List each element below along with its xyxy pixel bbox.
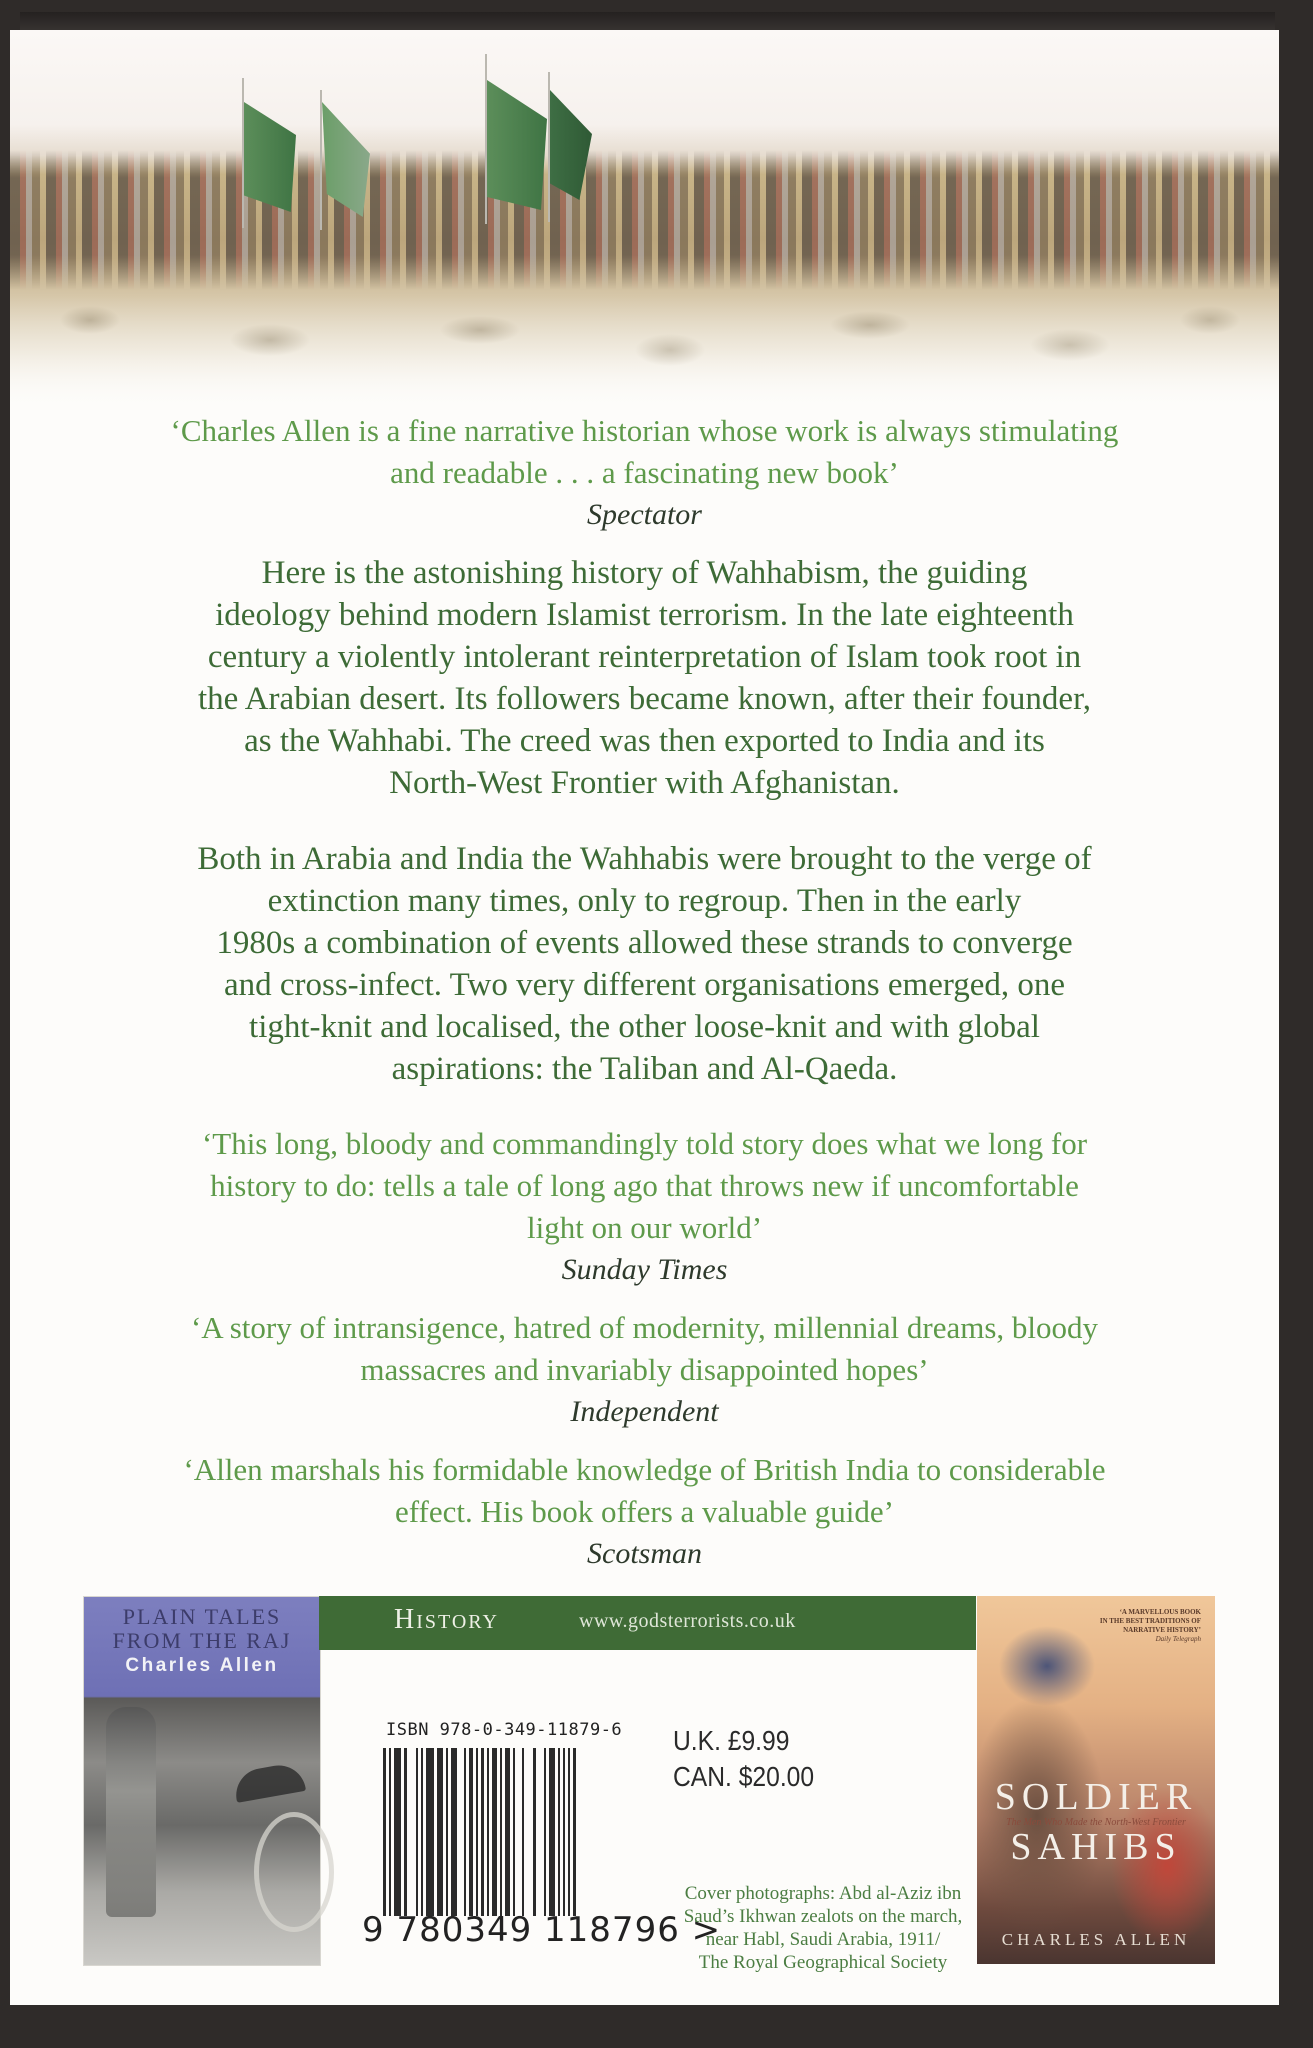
quote-source: Scotsman <box>587 1537 702 1570</box>
book-subtitle: The Men Who Made the North-West Frontier <box>1006 1817 1186 1828</box>
book-author: Charles Allen <box>125 1655 279 1676</box>
blurb-paragraph-2: Both in Arabia and India the Wahhabis were brought to the verge of extinction many times, only to regroup. Then in the early 1980s a combination of events allowed these strands to converge and cross-infect. Two very different organisations emerged, one tight-knit and localised, the other loose-knit and with global aspirations: the Taliban and Al-Qaeda. <box>197 841 1092 1087</box>
green-flag <box>244 102 296 212</box>
isbn-label: ISBN 978-0-349-11879-6 <box>386 1720 623 1740</box>
blurb-paragraph-1: Here is the astonishing history of Wahhabism, the guiding ideology behind modern Islamist terrorism. In the late eighteenth century a violently intolerant reinterpretation of Islam took root in the Arabian desert. Its followers became known, after their founder, as the Wahhabi. The creed was then exported to India and its North-West Frontier with Afghanistan. <box>197 555 1091 801</box>
book-title: PLAIN TALES FROM THE RAJ <box>112 1604 292 1653</box>
rickshaw-wheel <box>254 1812 334 1932</box>
related-book-soldier-sahibs <box>977 1596 1215 1964</box>
price-block <box>673 1723 814 1795</box>
book-author: CHARLES ALLEN <box>1001 1930 1191 1949</box>
review-quote-scotsman <box>10 1449 1279 1575</box>
quote-text: ‘Allen marshals his formidable knowledge of British India to considerable effect. His book offers a valuable guide’ <box>183 1452 1106 1529</box>
price-can: CAN. $20.00 <box>673 1761 815 1792</box>
review-quote-independent <box>10 1307 1279 1433</box>
book-back-cover <box>10 30 1279 2005</box>
price-uk: U.K. £9.99 <box>673 1725 790 1756</box>
flag-pole <box>485 54 487 224</box>
category-band <box>319 1596 976 1650</box>
barcode <box>383 1748 631 1916</box>
review-quote-spectator <box>10 410 1279 536</box>
quote-source: Sunday Times <box>561 1253 728 1286</box>
parasol <box>232 1761 306 1803</box>
book-blurb: ‘A MARVELLOUS BOOK IN THE BEST TRADITIONS OF NARRATIVE HISTORY’ Daily Telegraph <box>1099 1608 1201 1643</box>
barcode-digits: 9 780349 118796 > <box>362 1910 722 1950</box>
related-book-plain-tales <box>83 1596 321 1966</box>
photo-credits: Cover photographs: Abd al-Aziz ibn Saud’s Ikhwan zealots on the march, near Habl, Saudi Arabia, 1911/ The Royal Geographical Society <box>683 1883 963 1973</box>
category-label: History <box>394 1604 499 1635</box>
flag-pole <box>242 78 244 228</box>
book-title-line2: SAHIBS <box>1010 1826 1182 1868</box>
website-link[interactable]: www.godsterrorists.co.uk <box>579 1610 796 1632</box>
desert-scrub <box>10 300 1279 390</box>
rickshaw-puller-figure <box>106 1707 156 1917</box>
camel-riders <box>10 150 1279 290</box>
flag-pole <box>320 90 322 230</box>
quote-text: ‘This long, bloody and commandingly told story does what we long for history to do: tells a tale of long ago that throws new if uncomfortable light on our world’ <box>201 1126 1088 1245</box>
quote-text: ‘Charles Allen is a fine narrative historian whose work is always stimulating and readable . . . a fascinating new book’ <box>170 413 1119 490</box>
flag-pole <box>548 72 550 222</box>
review-quote-sunday-times <box>10 1123 1279 1291</box>
cover-photo <box>10 30 1279 410</box>
quote-text: ‘A story of intransigence, hatred of modernity, millennial dreams, bloody massacres and invariably disappointed hopes’ <box>190 1310 1099 1387</box>
green-flag <box>487 80 547 210</box>
quote-source: Spectator <box>587 498 702 531</box>
book-title-line1: SOLDIER <box>994 1776 1198 1818</box>
quote-source: Independent <box>570 1395 719 1428</box>
